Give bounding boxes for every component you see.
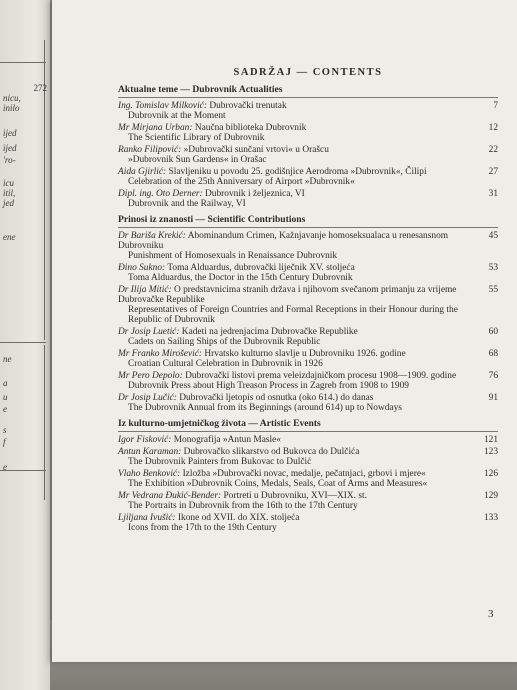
entry-page-number: 22 <box>488 145 498 155</box>
left-page-text-fragment <box>3 354 47 365</box>
entry-title-english: The Exhibition »Dubrovnik Coins, Medals, Seals, Coat of Arms and Measures« <box>128 479 428 489</box>
entry-author: Ljiljana Ivušić: <box>118 513 176 523</box>
left-page-text-fragment <box>3 378 47 389</box>
entry-title-croatian <box>118 327 472 337</box>
left-page-text-fragment <box>3 128 47 139</box>
entry-title-croatian <box>118 285 472 305</box>
toc-entry <box>118 189 498 209</box>
entry-title-text: Dubrovački trenutak <box>209 101 287 111</box>
toc-entry <box>118 447 498 467</box>
entry-page-number: 76 <box>488 371 498 381</box>
toc-entry <box>118 491 498 511</box>
toc-entry <box>118 393 498 413</box>
left-page-text-fragment <box>3 155 47 166</box>
fragment-text: ijed <box>3 143 17 153</box>
entry-author: Mr Pero Depolo: <box>118 371 183 381</box>
left-page-text-fragment <box>3 232 47 243</box>
entry-title-english: The Dubrovnik Painters from Bukovac to Dulčić <box>128 457 312 467</box>
entry-page-number: 45 <box>488 231 498 241</box>
fragment-text: a <box>3 378 8 388</box>
entry-page-number: 55 <box>488 285 498 295</box>
fragment-text: nicu, <box>3 93 21 103</box>
entry-author: Dr Josip Lučić: <box>118 393 177 403</box>
left-page-text-fragment <box>3 404 47 415</box>
entry-page-number: 126 <box>483 469 498 479</box>
entry-page-number: 121 <box>483 435 498 445</box>
entry-page-number: 27 <box>488 167 498 177</box>
entry-page-number: 129 <box>483 491 498 501</box>
entry-page-number: 60 <box>488 327 498 337</box>
entry-title-text: Naučna biblioteka Dubrovnik <box>194 123 307 133</box>
entry-page-number: 7 <box>493 101 498 111</box>
entry-title-english: The Portraits in Dubrovnik from the 16th to the 17th Century <box>128 501 358 511</box>
left-page-text-fragment <box>3 392 47 403</box>
entry-title-english: Dubrovnik and the Railway, VI <box>128 199 246 209</box>
left-page-text-fragment <box>3 198 47 209</box>
entry-title-croatian <box>118 231 472 251</box>
book-page <box>52 0 517 662</box>
fragment-text: u <box>3 392 8 402</box>
left-page-text-fragment <box>3 103 47 114</box>
entry-title-text: Hrvatsko kulturno slavlje u Dubrovniku 1926. godine <box>204 349 406 359</box>
entry-title-english: Croatian Cultural Celebration in Dubrovnik in 1926 <box>128 359 323 369</box>
entry-page-number: 31 <box>488 189 498 199</box>
entry-title-text: Abominandum Crimen, Kažnjavanje homoseksualaca u renesansnom Dubrovniku <box>118 231 449 251</box>
entry-page-number: 68 <box>488 349 498 359</box>
divider <box>0 342 46 343</box>
left-page-text-fragment <box>3 143 47 154</box>
page-number: 3 <box>488 608 494 620</box>
section-heading: Aktualne teme — Dubrovnik Actualities <box>118 85 498 98</box>
fragment-text: ne <box>3 354 12 364</box>
fragment-text: icu <box>3 178 14 188</box>
entry-title-text: »Dubrovački sunčani vrtovi« u Orašcu <box>183 145 329 155</box>
entry-title-english: Celebration of the 25th Anniversary of Airport »Dubrovnik« <box>128 177 355 187</box>
entry-title-text: Toma Alduardus, dubrovački liječnik XV. stoljeća <box>167 263 355 273</box>
entry-title-text: Monografija »Antun Masle« <box>173 435 281 445</box>
toc-entry <box>118 285 498 325</box>
entry-title-croatian <box>118 123 472 133</box>
section-heading: Iz kulturno-umjetničkog života — Artistic Events <box>118 419 498 432</box>
entry-title-croatian <box>118 349 472 359</box>
column-rule <box>44 345 45 500</box>
entry-page-number: 12 <box>488 123 498 133</box>
fragment-text: s <box>3 425 7 435</box>
toc-entry <box>118 167 498 187</box>
entry-title-text: O predstavnicima stranih država i njihovom svečanom primanju za vrijeme Dubrovačke Republike <box>118 285 457 305</box>
entry-author: Dr Ilija Mitić: <box>118 285 172 295</box>
entry-title-croatian <box>118 447 472 457</box>
entry-title-english: Toma Alduardus, the Doctor in the 15th Century Dubrovnik <box>128 273 353 283</box>
entry-title-english: The Dubrovnik Annual from its Beginnings (around 614) up to Nowdays <box>128 403 402 413</box>
toc-entry <box>118 123 498 143</box>
left-page-text-fragment <box>3 425 47 436</box>
entry-author: Ing. Tomislav Milković: <box>118 101 207 111</box>
toc-entry <box>118 327 498 347</box>
entry-title-croatian <box>118 167 472 177</box>
entry-page-number: 91 <box>488 393 498 403</box>
toc-entry <box>118 435 498 445</box>
fragment-text: ijed <box>3 128 17 138</box>
fragment-text: inilo <box>3 103 20 113</box>
left-page-text-fragment <box>3 437 47 448</box>
toc-entry <box>118 145 498 165</box>
entry-author: Vlaho Benković: <box>118 469 181 479</box>
fragment-text: e <box>3 404 7 414</box>
entry-title-text: Kadeti na jedrenjacima Dubrovačke Republike <box>181 327 358 337</box>
entry-title-text: Izložba »Dubrovački novac, medalje, pečatnjaci, grbovi i mjere« <box>182 469 426 479</box>
entry-title-croatian <box>118 189 472 199</box>
entry-title-croatian <box>118 491 472 501</box>
entry-author: Mr Mirjana Urban: <box>118 123 193 133</box>
entry-title-croatian <box>118 101 472 111</box>
entry-title-english: Dubrovnik at the Moment <box>128 111 226 121</box>
entry-author: Mr Vedrana Đukić-Bender: <box>118 491 222 501</box>
toc-entry <box>118 101 498 121</box>
left-page-edge <box>0 0 50 690</box>
entry-title-english: Dubrovnik Press about High Treason Process in Zagreb from 1908 to 1909 <box>128 381 409 391</box>
entry-title-croatian <box>118 145 472 155</box>
entry-title-text: Dubrovačko slikarstvo od Bukovca do Dulčića <box>183 447 360 457</box>
entry-title-english: Icons from the 17th to the 19th Century <box>128 523 277 533</box>
page-title: SADRŽAJ — CONTENTS <box>233 67 383 78</box>
entry-author: Mr Franko Mirošević: <box>118 349 203 359</box>
entry-title-english: »Dubrovnik Sun Gardens« in Orašac <box>128 155 267 165</box>
section-heading: Prinosi iz znanosti — Scientific Contributions <box>118 215 498 228</box>
toc-entry <box>118 263 498 283</box>
entry-title-text: Slavljeniku u povodu 25. godišnjice Aerodroma »Dubrovnik«, Čilipi <box>168 167 427 177</box>
entry-title-text: Portreti u Dubrovniku, XVI—XIX. st. <box>223 491 367 501</box>
entry-author: Đino Sukno: <box>118 263 166 273</box>
toc-entry <box>118 349 498 369</box>
entry-title-croatian <box>118 263 472 273</box>
left-page-text-fragment <box>3 462 47 473</box>
entry-title-text: Dubrovački listovi prema veleizdajničkom procesu 1908—1909. godine <box>185 371 457 381</box>
entry-page-number: 53 <box>488 263 498 273</box>
divider <box>0 62 46 63</box>
entry-title-text: Dubrovnik i željeznica, VI <box>204 189 305 199</box>
entry-author: Dr Josip Luetić: <box>118 327 180 337</box>
entry-author: Igor Fisković: <box>118 435 172 445</box>
entry-title-croatian <box>118 371 472 381</box>
fragment-text: itil, <box>3 188 16 198</box>
entry-title-croatian <box>118 393 472 403</box>
entry-author: Dr Bariša Krekić: <box>118 231 186 241</box>
entry-title-english: The Scientific Library of Dubrovnik <box>128 133 265 143</box>
fragment-text: e <box>3 462 7 472</box>
toc-entry <box>118 371 498 391</box>
toc-entry <box>118 469 498 489</box>
entry-title-english: Representatives of Foreign Countries and Formal Receptions in their Honour during the Republic of Dubrovnik <box>128 305 458 325</box>
entry-title-text: Ikone od XVII. do XIX. stoljeća <box>177 513 300 523</box>
entry-title-english: Cadets on Sailing Ships of the Dubrovnik Republic <box>128 337 321 347</box>
entry-title-croatian <box>118 513 472 523</box>
entry-author: Ranko Filipović: <box>118 145 182 155</box>
fragment-text: ene <box>3 232 16 242</box>
entry-title-croatian <box>118 469 472 479</box>
entry-page-number: 133 <box>483 513 498 523</box>
table-of-contents <box>118 68 498 535</box>
fragment-text: 272 <box>33 83 47 93</box>
fragment-text: jed <box>3 198 14 208</box>
entry-author: Antun Karaman: <box>118 447 182 457</box>
toc-entry <box>118 231 498 261</box>
entry-title-text: Dubrovački ljetopis od osnutka (oko 614.) do danas <box>179 393 374 403</box>
entry-title-english: Punishment of Homosexuals in Renaissance Dubrovnik <box>128 251 338 261</box>
fragment-text: 'ro- <box>3 155 16 165</box>
fragment-text: f <box>3 437 6 447</box>
toc-entry <box>118 513 498 533</box>
entry-page-number: 123 <box>483 447 498 457</box>
entry-author: Dipl. ing. Oto Derner: <box>118 189 203 199</box>
entry-author: Aida Gjirlić: <box>118 167 167 177</box>
entry-title-croatian <box>118 435 472 445</box>
